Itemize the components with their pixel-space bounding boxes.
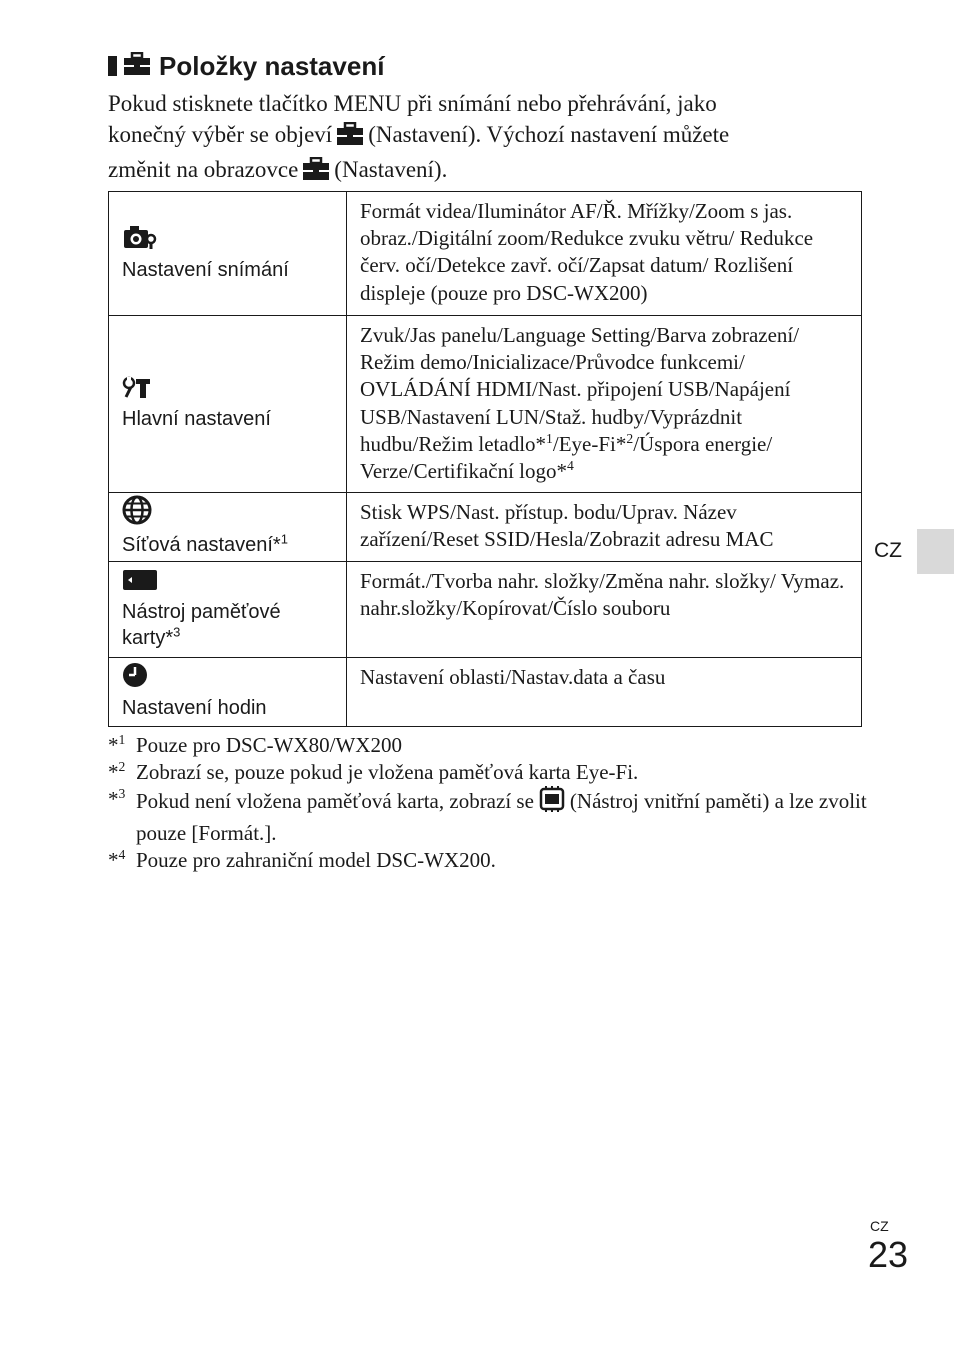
toolbox-icon: [336, 122, 364, 154]
intro-paragraph: [108, 88, 858, 189]
side-tab-label: CZ: [874, 539, 902, 562]
footnote: [108, 759, 868, 786]
category-cell: [109, 316, 347, 493]
table-row: [109, 192, 862, 316]
settings-items-cell: Stisk WPS/Nast. přístup. bodu/Uprav. Název zařízení/Reset SSID/Hesla/Zobrazit adresu MAC: [347, 493, 862, 562]
footnote-ref: 4: [567, 458, 574, 474]
category-label-text: Síťová nastavení*: [122, 534, 281, 556]
footnote-mark: *$^2$: [108, 759, 126, 785]
table-row: [109, 658, 862, 727]
section-heading: [108, 48, 384, 84]
footnote: [108, 847, 868, 874]
globe-network-icon: [122, 495, 340, 532]
category-label: Nastavení snímání: [122, 258, 289, 281]
memory-card-icon: [122, 568, 340, 599]
intro-line-1: Pokud stisknete tlačítko MENU při snímání nebo přehrávání, jako: [108, 91, 717, 116]
intro-text: změnit na obrazovce: [108, 157, 299, 182]
wrench-settings-icon: [122, 375, 340, 406]
table-row: [109, 493, 862, 562]
category-label: Nastavení hodin: [122, 697, 267, 719]
footnote-text-part: Pokud není vložena paměťová karta, zobrazí se: [136, 789, 534, 814]
category-cell: [109, 658, 347, 727]
internal-memory-icon: [538, 786, 566, 819]
intro-line-2: [108, 119, 858, 154]
category-label: [122, 599, 340, 651]
settings-items-text: /Eye-Fi*: [552, 431, 627, 456]
footnote-mark: *$^1$: [108, 732, 126, 757]
toolbox-icon: [123, 52, 151, 81]
category-cell: [109, 562, 347, 658]
footnote-ref: 1: [280, 531, 288, 547]
page-title: Položky nastavení: [159, 50, 385, 81]
table-row: [109, 316, 862, 493]
footnote-text: Zobrazí se, pouze pokud je vložena paměťová karta Eye-Fi.: [136, 760, 639, 785]
toolbox-icon: [302, 157, 330, 189]
footnote-ref: 3: [173, 623, 181, 639]
footnote-ref: 2: [626, 430, 634, 446]
footnote-mark: *$^4$: [108, 846, 126, 872]
page-language: CZ: [870, 1218, 889, 1234]
category-cell: [109, 192, 347, 316]
settings-items-text: Zvuk/Jas panelu/Language Setting/Barva zobrazení/ Režim demo/Inicializace/Průvodce funkcemi/ OVLÁDÁNÍ HDMI/Nast. připojení USB/Napájení USB/Nastavení LUN/Staž. hudby/Vyprázdnit hudbu/Režim letadlo*: [360, 323, 800, 456]
footnote-mark: *$^3$: [108, 786, 126, 812]
camera-settings-icon: [122, 224, 340, 257]
side-tab: [917, 529, 954, 574]
heading-marker: [108, 56, 117, 76]
footnote-text-part: (Nástroj vnitřní paměti) a lze zvolit pouze [Formát.].: [136, 789, 867, 845]
category-label-text: Nástroj paměťové karty*: [122, 600, 281, 649]
page-number: 23: [868, 1234, 909, 1275]
settings-items-text: /Úspora energie/ Verze/Certifikační logo*: [360, 431, 773, 484]
settings-table: [108, 191, 862, 727]
footnote: [108, 732, 868, 759]
category-label: Hlavní nastavení: [122, 408, 271, 430]
clock-icon: [122, 662, 340, 695]
footnote-text: Pouze pro DSC-WX80/WX200: [136, 733, 402, 757]
intro-text: konečný výběr se objeví: [108, 122, 333, 147]
footnote-text: Pouze pro zahraniční model DSC-WX200.: [136, 847, 496, 872]
settings-items-cell: Nastavení oblasti/Nastav.data a času: [347, 658, 862, 727]
footnotes: [108, 732, 868, 874]
footnote-ref: 1: [546, 430, 553, 446]
settings-items-cell: Formát videa/Iluminátor AF/Ř. Mřížky/Zoom s jas. obraz./Digitální zoom/Redukce zvuku větru/ Redukce červ. očí/Detekce zavř. očí/Zapsat datum/ Rozlišení displeje (pouze pro DSC-WX200): [347, 192, 862, 316]
footnote-text: [136, 786, 868, 846]
settings-items-cell: [347, 316, 862, 493]
category-cell: [109, 493, 347, 562]
table-row: [109, 562, 862, 658]
category-label: [122, 532, 340, 558]
intro-text: (Nastavení).: [334, 157, 448, 182]
intro-line-3: [108, 154, 858, 189]
settings-items-cell: Formát./Tvorba nahr. složky/Změna nahr. složky/ Vymaz. nahr.složky/Kopírovat/Číslo souboru: [347, 562, 862, 658]
footnote: [108, 786, 868, 846]
intro-text: (Nastavení). Výchozí nastavení můžete: [368, 122, 730, 147]
